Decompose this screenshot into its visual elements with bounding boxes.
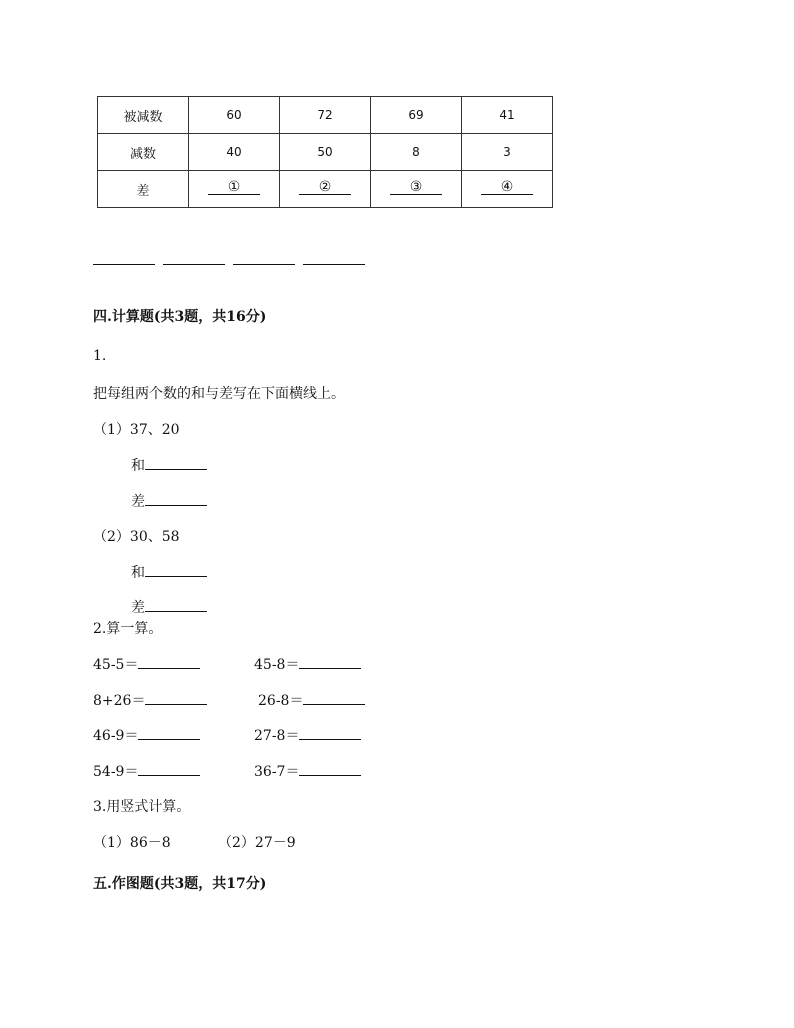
table-cell — [189, 171, 280, 208]
equation-text: 36-7＝ — [254, 764, 300, 780]
table-cell: 40 — [189, 134, 280, 171]
vertical-calc-item: （1）86－8 — [93, 835, 171, 851]
equation-blank — [138, 761, 200, 776]
equation — [93, 690, 207, 710]
table-cell — [371, 171, 462, 208]
diff-label: 差 — [131, 494, 145, 510]
table-row — [98, 97, 553, 134]
equation-blank — [299, 725, 361, 740]
equation-blank — [299, 654, 361, 669]
equation — [93, 725, 200, 745]
subtraction-table — [97, 96, 553, 208]
equation-blank — [138, 725, 200, 740]
section-heading-4: 四.计算题(共3题，共16分) — [93, 309, 267, 325]
table-row — [98, 171, 553, 208]
sum-blank — [145, 455, 207, 470]
row-label: 被减数 — [98, 97, 189, 134]
sum-blank — [145, 562, 207, 577]
table-cell: 8 — [371, 134, 462, 171]
equation-text: 45-8＝ — [254, 657, 300, 673]
equation — [93, 761, 200, 781]
table-cell: 69 — [371, 97, 462, 134]
table-cell — [280, 171, 371, 208]
answer-line — [303, 264, 365, 265]
answer-blank-4: ④ — [481, 180, 533, 195]
equation — [254, 725, 361, 745]
equation-text: 27-8＝ — [254, 728, 300, 744]
answer-line — [93, 264, 155, 265]
equation-text: 26-8＝ — [258, 693, 304, 709]
diff-blank — [145, 597, 207, 612]
question-title: 3.用竖式计算。 — [93, 799, 191, 815]
section-heading-5: 五.作图题(共3题，共17分) — [93, 876, 267, 892]
table-cell: 72 — [280, 97, 371, 134]
question-instruction: 把每组两个数的和与差写在下面横线上。 — [93, 386, 345, 402]
equation-blank — [138, 654, 200, 669]
table-cell: 41 — [462, 97, 553, 134]
sum-label: 和 — [131, 565, 145, 581]
row-label: 差 — [98, 171, 189, 208]
equation — [93, 654, 200, 674]
sum-line — [131, 562, 207, 582]
question-number: 1. — [93, 348, 107, 364]
equation-blank — [299, 761, 361, 776]
equation-blank — [303, 690, 365, 705]
table-cell: 50 — [280, 134, 371, 171]
equation — [254, 654, 361, 674]
sum-label: 和 — [131, 458, 145, 474]
vertical-calc-item: （2）27－9 — [218, 835, 296, 851]
table-cell: 3 — [462, 134, 553, 171]
diff-label: 差 — [131, 600, 145, 616]
answer-blank-3: ③ — [390, 180, 442, 195]
answer-blank-1: ① — [208, 180, 260, 195]
equation — [258, 690, 365, 710]
diff-line — [131, 597, 207, 617]
equation-text: 8+26＝ — [93, 693, 146, 709]
equation-text: 45-5＝ — [93, 657, 139, 673]
table-cell: 60 — [189, 97, 280, 134]
answer-blank-2: ② — [299, 180, 351, 195]
diff-blank — [145, 491, 207, 506]
question-title: 2.算一算。 — [93, 621, 163, 637]
equation — [254, 761, 361, 781]
equation-blank — [145, 690, 207, 705]
group-label: （1）37、20 — [93, 422, 180, 438]
equation-text: 46-9＝ — [93, 728, 139, 744]
row-label: 减数 — [98, 134, 189, 171]
sum-line — [131, 455, 207, 475]
table-row — [98, 134, 553, 171]
diff-line — [131, 491, 207, 511]
answer-line — [163, 264, 225, 265]
table-cell — [462, 171, 553, 208]
equation-text: 54-9＝ — [93, 764, 139, 780]
group-label: （2）30、58 — [93, 529, 180, 545]
answer-line — [233, 264, 295, 265]
